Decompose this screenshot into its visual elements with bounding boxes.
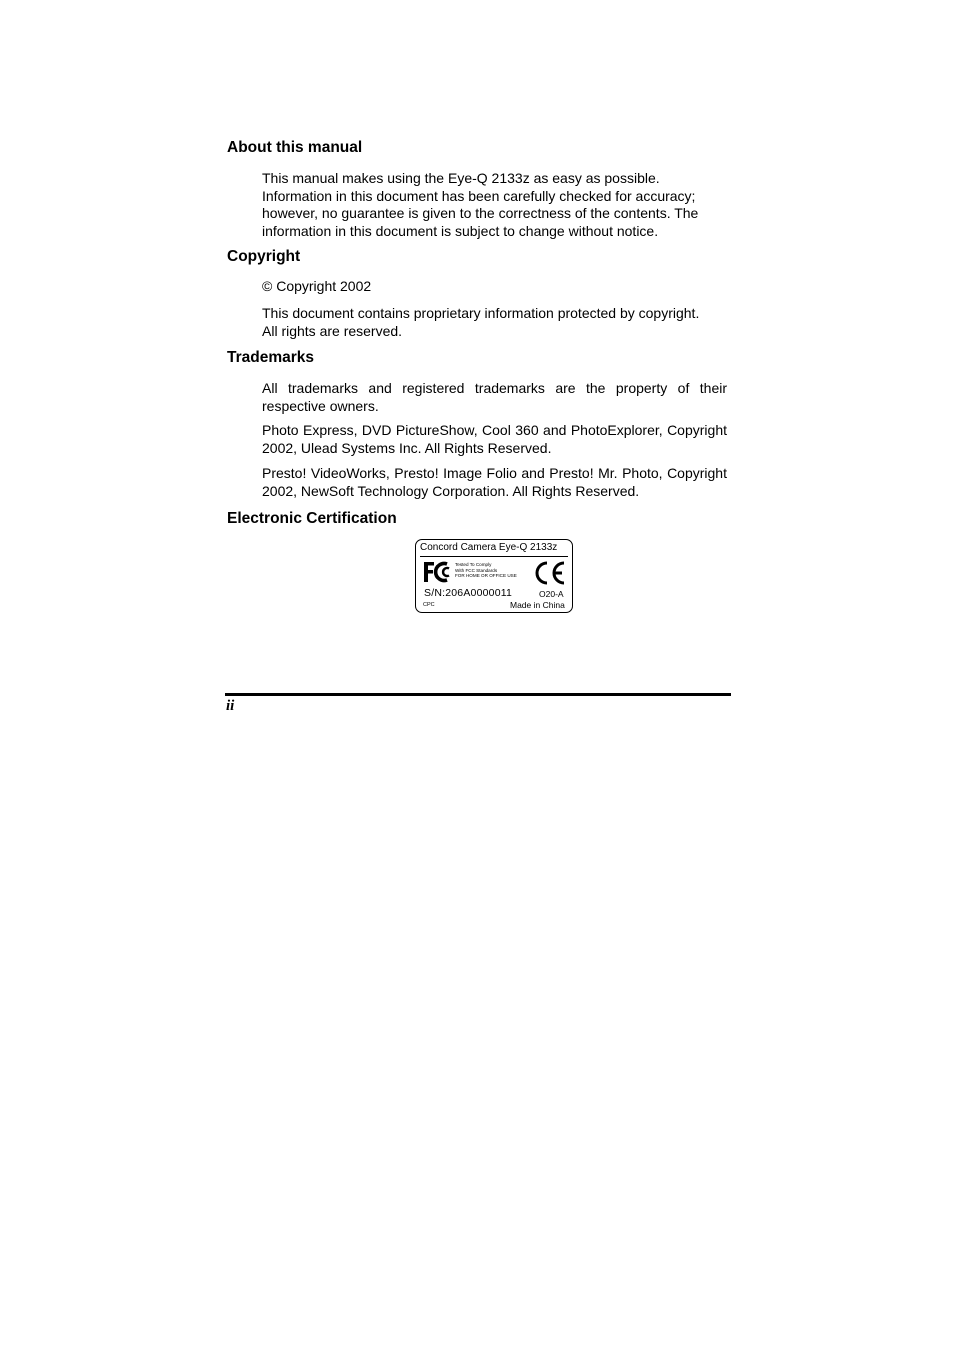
fcc-compliance-text [455, 562, 517, 579]
heading-copyright: Copyright [227, 248, 301, 265]
fcc-line-2: With FCC Standards [455, 567, 498, 573]
label-divider [420, 556, 568, 557]
label-title: Concord Camera Eye-Q 2133z [420, 542, 558, 553]
model-code: O20-A [539, 589, 564, 599]
heading-certification: Electronic Certification [227, 510, 397, 527]
certification-label [415, 539, 573, 613]
heading-about: About this manual [227, 139, 363, 156]
page-number: ii [226, 698, 235, 714]
cpc-mark: CPC [423, 602, 435, 608]
ce-mark-icon [532, 559, 568, 587]
country-of-origin: Made in China [510, 600, 565, 610]
footer-rule [225, 693, 731, 696]
trademarks-paragraph-1: All trademarks and registered trademarks are the property of their respective owners. [262, 380, 727, 414]
copyright-year: © Copyright 2002 [262, 278, 372, 294]
trademarks-paragraph-2: Photo Express, DVD PictureShow, Cool 360 and PhotoExplorer, Copyright 2002, Ulead Systems Inc. All Rights Reserved. [262, 422, 727, 456]
heading-trademarks: Trademarks [227, 349, 315, 366]
serial-number: S/N:206A0000011 [424, 587, 513, 599]
copyright-paragraph: This document contains proprietary information protected by copyright. All rights are reserved. [262, 305, 700, 339]
fcc-logo-icon [422, 559, 455, 585]
fcc-line-3: FOR HOME OR OFFICE USE [455, 573, 517, 579]
trademarks-paragraph-3: Presto! VideoWorks, Presto! Image Folio and Presto! Mr. Photo, Copyright 2002, NewSoft Technology Corporation. All Rights Reserved. [262, 465, 727, 499]
fcc-line-1: Tested To Comply [455, 562, 492, 567]
about-paragraph: This manual makes using the Eye-Q 2133z as easy as possible. Information in this document has been carefully checked for accuracy; however, no guarantee is given to the correctness of the contents. The information in this document is subject to change without notice. [262, 170, 699, 239]
